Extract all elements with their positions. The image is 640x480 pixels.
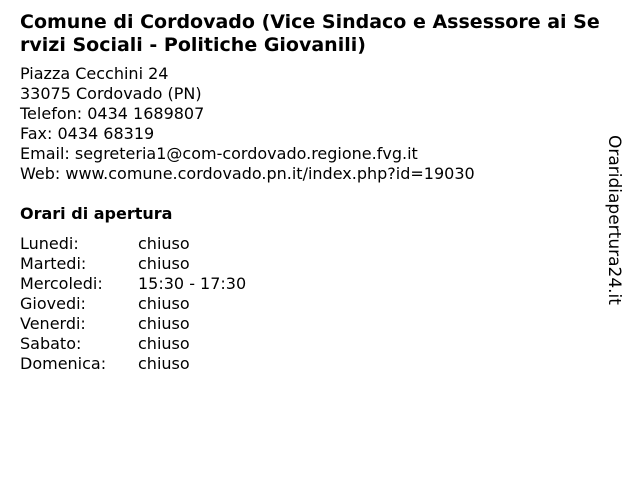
hours-row-friday: [20, 314, 246, 334]
day-label: Martedi:: [20, 254, 87, 273]
page-title: Comune di Cordovado (Vice Sindaco e Assessore ai Servizi Sociali - Politiche Giovanili): [20, 11, 600, 56]
hours-value: chiuso: [138, 234, 190, 253]
opening-hours-heading: Orari di apertura: [20, 204, 173, 223]
day-label: Lunedi:: [20, 234, 79, 253]
city-address: 33075 Cordovado (PN): [20, 84, 202, 103]
fax-number: Fax: 0434 68319: [20, 124, 155, 143]
street-address: Piazza Cecchini 24: [20, 64, 169, 83]
opening-hours-table: [20, 234, 246, 374]
hours-row-thursday: [20, 294, 246, 314]
hours-value: 15:30 - 17:30: [138, 274, 247, 293]
day-label: Domenica:: [20, 354, 107, 373]
day-label: Sabato:: [20, 334, 82, 353]
day-label: Giovedi:: [20, 294, 86, 313]
day-label: Venerdi:: [20, 314, 86, 333]
hours-value: chiuso: [138, 314, 190, 333]
phone-number: Telefon: 0434 1689807: [20, 104, 205, 123]
hours-value: chiuso: [138, 334, 190, 353]
hours-row-sunday: [20, 354, 246, 374]
hours-row-saturday: [20, 334, 246, 354]
hours-value: chiuso: [138, 294, 190, 313]
day-label: Mercoledi:: [20, 274, 103, 293]
hours-row-wednesday: [20, 274, 246, 294]
hours-value: chiuso: [138, 354, 190, 373]
site-watermark: Oraridiapertura24.it: [604, 135, 624, 305]
email-address: Email: segreteria1@com-cordovado.regione.fvg.it: [20, 144, 418, 163]
hours-row-tuesday: [20, 254, 246, 274]
website-address: Web: www.comune.cordovado.pn.it/index.php?id=19030: [20, 164, 475, 183]
address-block: [20, 64, 475, 184]
hours-row-monday: [20, 234, 246, 254]
hours-value: chiuso: [138, 254, 190, 273]
